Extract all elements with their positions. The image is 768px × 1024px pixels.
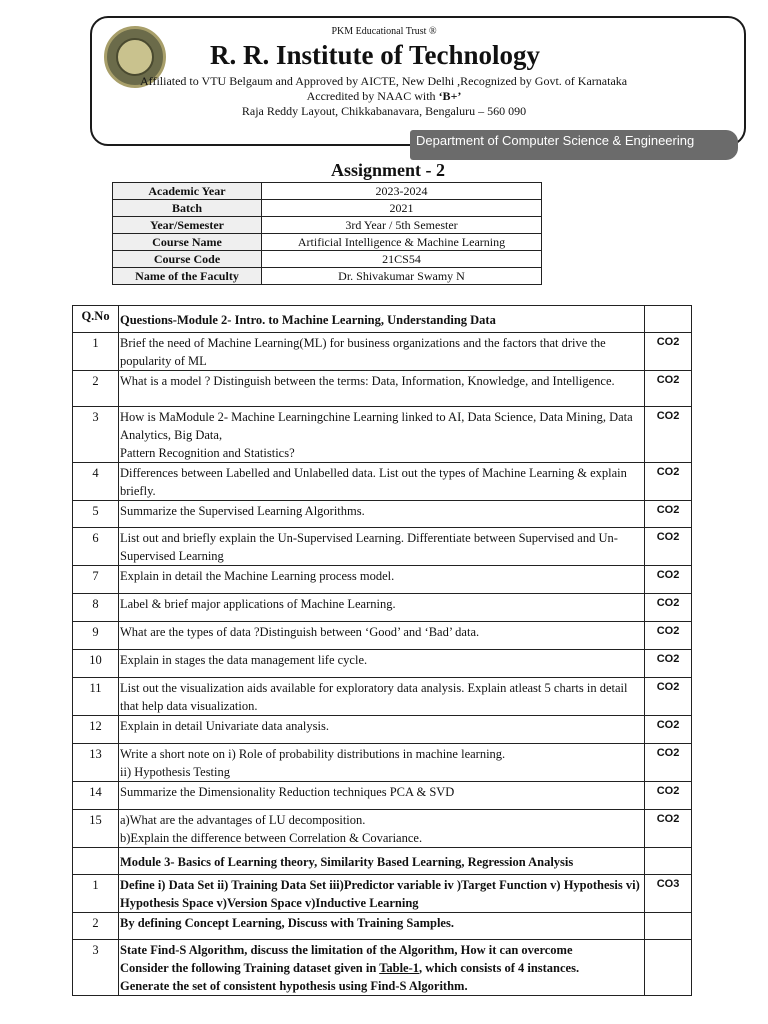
course-outcome: CO2 bbox=[645, 463, 692, 501]
table-row bbox=[73, 463, 692, 501]
question-text: Differences between Labelled and Unlabelled data. List out the types of Machine Learning & explain briefly. bbox=[119, 463, 645, 501]
module3-title: Module 3- Basics of Learning theory, Similarity Based Learning, Regression Analysis bbox=[119, 848, 645, 875]
course-outcome: CO2 bbox=[645, 333, 692, 371]
table-row bbox=[73, 810, 692, 848]
question-text: What are the types of data ?Distinguish between ‘Good’ and ‘Bad’ data. bbox=[119, 622, 645, 650]
course-outcome: CO2 bbox=[645, 528, 692, 566]
table-row bbox=[73, 875, 692, 913]
table-row bbox=[73, 528, 692, 566]
course-outcome: CO2 bbox=[645, 744, 692, 782]
table-row bbox=[73, 622, 692, 650]
question-text: List out the visualization aids available for exploratory data analysis. Explain atleast 5 charts in detail that help data visualization. bbox=[119, 678, 645, 716]
institute-name: R. R. Institute of Technology bbox=[210, 40, 541, 70]
question-text: By defining Concept Learning, Discuss with Training Samples. bbox=[119, 913, 645, 940]
table-row bbox=[73, 716, 692, 744]
question-text: Explain in detail Univariate data analysis. bbox=[119, 716, 645, 744]
question-number: 9 bbox=[73, 622, 119, 650]
module2-title: Questions-Module 2- Intro. to Machine Learning, Understanding Data bbox=[119, 306, 645, 333]
course-info-table bbox=[112, 182, 542, 285]
table-row bbox=[73, 371, 692, 407]
question-number: 5 bbox=[73, 501, 119, 528]
question-number: 4 bbox=[73, 463, 119, 501]
course-outcome: CO2 bbox=[645, 678, 692, 716]
question-text: Define i) Data Set ii) Training Data Set iii)Predictor variable iv )Target Function v) Hypothesis vi) Hypothesis Space v)Version Space v)Inductive Learning bbox=[119, 875, 645, 913]
question-number: 6 bbox=[73, 528, 119, 566]
course-outcome: CO2 bbox=[645, 716, 692, 744]
table-row bbox=[73, 782, 692, 810]
course-outcome: CO2 bbox=[645, 650, 692, 678]
table-reference-link: Table-1 bbox=[379, 961, 420, 975]
course-outcome: CO2 bbox=[645, 810, 692, 848]
address: Raja Reddy Layout, Chikkabanavara, Bengaluru – 560 090 bbox=[241, 104, 527, 118]
module3-header-row bbox=[73, 848, 692, 875]
question-text: Summarize the Dimensionality Reduction techniques PCA & SVD bbox=[119, 782, 645, 810]
question-text: How is MaModule 2- Machine Learningchine Learning linked to AI, Data Science, Data Mining, Data Analytics, Big Data, Pattern Recognition and Statistics? bbox=[119, 407, 645, 463]
question-text: State Find-S Algorithm, discuss the limitation of the Algorithm, How it can overcome Consider the following Training dataset given in Table-1, which consists of 4 instances. Generate the set of consistent hypothesis using Find-S Algorithm. bbox=[119, 940, 645, 996]
question-number: 1 bbox=[73, 333, 119, 371]
questions-table bbox=[72, 305, 692, 996]
question-text: Write a short note on i) Role of probability distributions in machine learning. ii) Hypothesis Testing bbox=[119, 744, 645, 782]
question-number: 8 bbox=[73, 594, 119, 622]
table-header-row bbox=[73, 306, 692, 333]
info-row: Academic Year 2023-2024 bbox=[113, 183, 542, 200]
assignment-title: Assignment - 2 bbox=[330, 160, 445, 180]
trust-name: PKM Educational Trust ® bbox=[331, 26, 437, 37]
question-number: 12 bbox=[73, 716, 119, 744]
department-banner: Department of Computer Science & Engineering bbox=[410, 130, 738, 160]
question-text: Label & brief major applications of Machine Learning. bbox=[119, 594, 645, 622]
course-outcome: CO2 bbox=[645, 622, 692, 650]
table-row bbox=[73, 940, 692, 996]
info-row: Name of the Faculty Dr. Shivakumar Swamy N bbox=[113, 268, 542, 285]
question-text: Summarize the Supervised Learning Algorithms. bbox=[119, 501, 645, 528]
table-row bbox=[73, 678, 692, 716]
table-row bbox=[73, 744, 692, 782]
question-number: 7 bbox=[73, 566, 119, 594]
course-outcome: CO2 bbox=[645, 566, 692, 594]
course-outcome bbox=[645, 913, 692, 940]
course-outcome: CO2 bbox=[645, 501, 692, 528]
question-text: Explain in stages the data management life cycle. bbox=[119, 650, 645, 678]
question-number: 1 bbox=[73, 875, 119, 913]
question-number: 11 bbox=[73, 678, 119, 716]
table-row bbox=[73, 594, 692, 622]
course-outcome: CO3 bbox=[645, 875, 692, 913]
table-row bbox=[73, 566, 692, 594]
table-row bbox=[73, 650, 692, 678]
info-row: Year/Semester 3rd Year / 5th Semester bbox=[113, 217, 542, 234]
qno-header: Q.No bbox=[73, 306, 119, 333]
question-number: 14 bbox=[73, 782, 119, 810]
question-number: 2 bbox=[73, 371, 119, 407]
logo-emblem-icon bbox=[116, 38, 154, 76]
course-outcome: CO2 bbox=[645, 782, 692, 810]
question-text: What is a model ? Distinguish between the terms: Data, Information, Knowledge, and Intelligence. bbox=[119, 371, 645, 407]
question-number: 15 bbox=[73, 810, 119, 848]
question-text: List out and briefly explain the Un-Supervised Learning. Differentiate between Supervised and Un-Supervised Learning bbox=[119, 528, 645, 566]
table-row bbox=[73, 501, 692, 528]
course-outcome: CO2 bbox=[645, 407, 692, 463]
question-text: Brief the need of Machine Learning(ML) for business organizations and the factors that drive the popularity of ML bbox=[119, 333, 645, 371]
course-outcome bbox=[645, 940, 692, 996]
info-row: Course Name Artificial Intelligence & Machine Learning bbox=[113, 234, 542, 251]
question-number: 3 bbox=[73, 940, 119, 996]
info-row: Batch 2021 bbox=[113, 200, 542, 217]
info-row: Course Code 21CS54 bbox=[113, 251, 542, 268]
question-number: 13 bbox=[73, 744, 119, 782]
question-text: Explain in detail the Machine Learning process model. bbox=[119, 566, 645, 594]
affiliation-text: Affiliated to VTU Belgaum and Approved by AICTE, New Delhi ,Recognized by Govt. of Karnataka bbox=[140, 74, 628, 88]
table-row bbox=[73, 407, 692, 463]
table-row bbox=[73, 913, 692, 940]
course-outcome: CO2 bbox=[645, 371, 692, 407]
question-number: 3 bbox=[73, 407, 119, 463]
question-number: 10 bbox=[73, 650, 119, 678]
table-row bbox=[73, 333, 692, 371]
naac-accreditation: Accredited by NAAC with ‘B+’ bbox=[306, 89, 462, 103]
question-text: a)What are the advantages of LU decomposition. b)Explain the difference between Correlation & Covariance. bbox=[119, 810, 645, 848]
question-number: 2 bbox=[73, 913, 119, 940]
course-outcome: CO2 bbox=[645, 594, 692, 622]
